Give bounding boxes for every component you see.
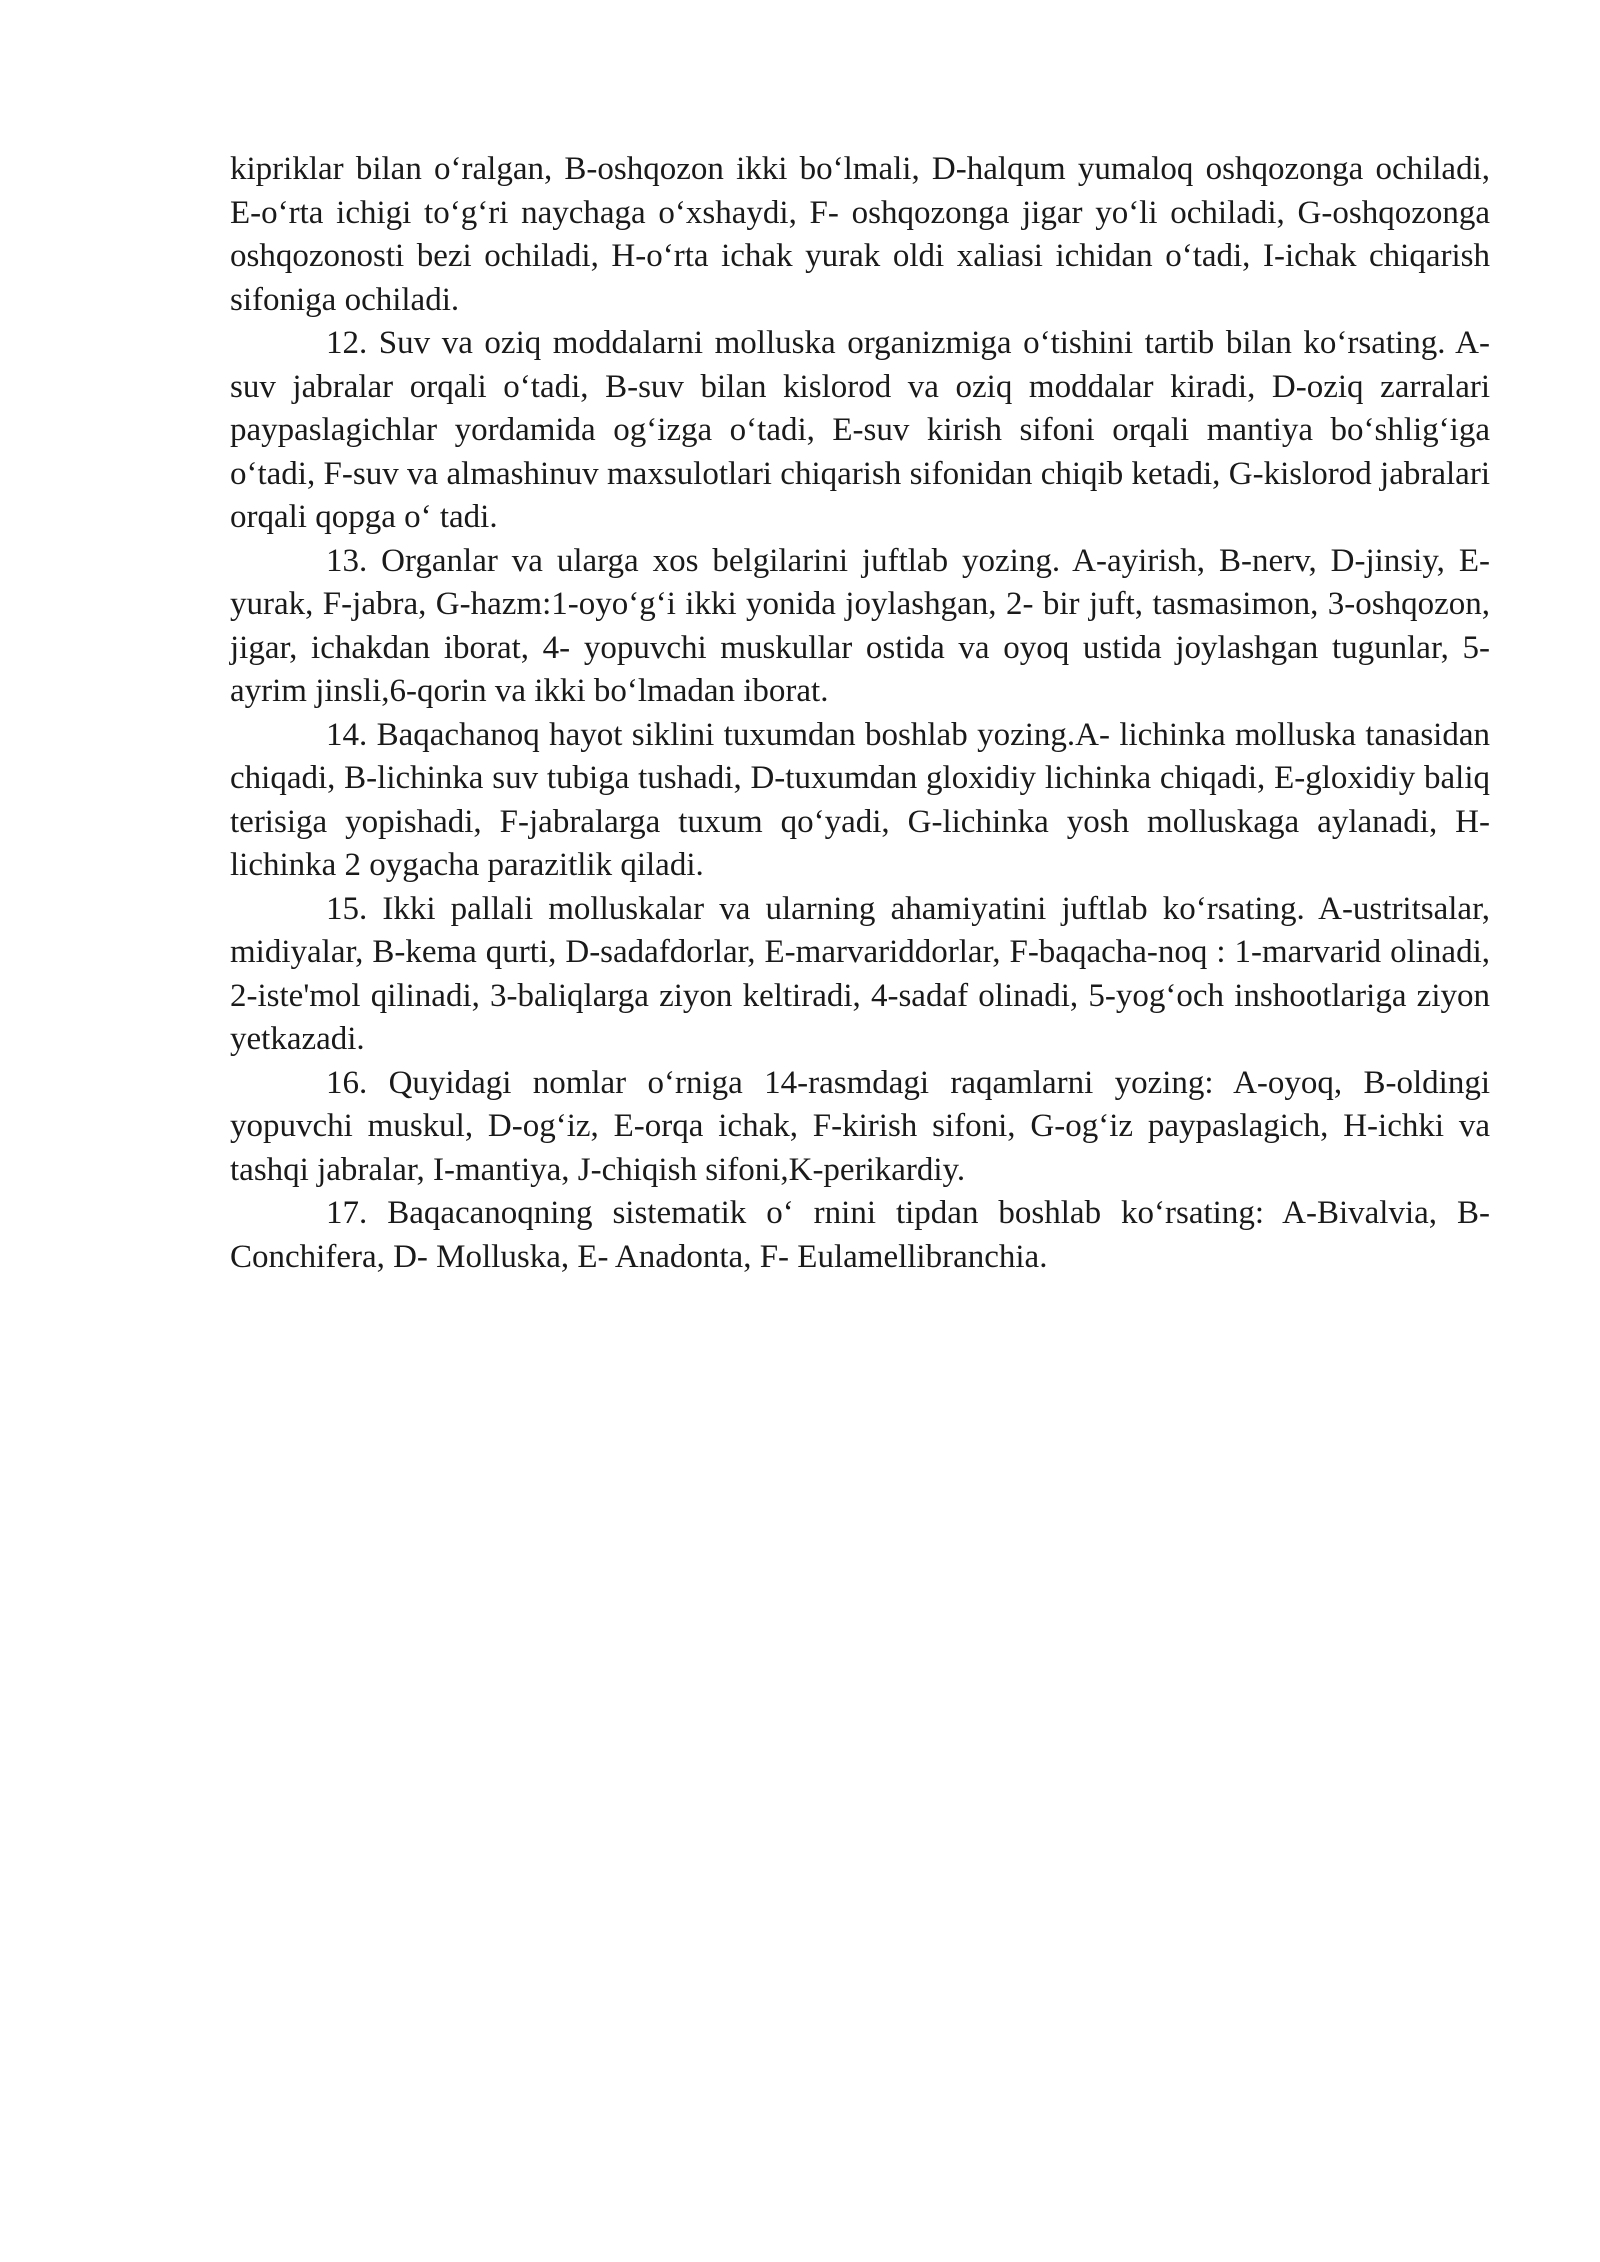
question-12: 12. Suv va oziq moddalarni molluska organizmiga o‘tishini tartib bilan ko‘rsating. A-suv jabralar orqali o‘tadi, B-suv bilan kislorod va oziq moddalar kiradi, D-oziq zarralari paypaslagichlar yordamida og‘izga o‘tadi, E-suv kirish sifoni orqali mantiya bo‘shlig‘iga o‘tadi, F-suv va almashinuv maxsulotlari chiqarish sifonidan chiqib ketadi, G-kislorod jabralari orqali qopga o‘ tadi. <box>230 325 1490 535</box>
question-14: 14. Baqachanoq hayot siklini tuxumdan boshlab yozing.A- lichinka molluska tanasidan chiqadi, B-lichinka suv tubiga tushadi, D-tuxumdan gloxidiy lichinka chiqadi, E-gloxidiy baliq terisiga yopishadi, F-jabralarga tuxum qo‘yadi, G-lichinka yosh molluskaga aylanadi, H- lichinka 2 oygacha parazitlik qiladi. <box>230 716 1490 883</box>
question-13: 13. Organlar va ularga xos belgilarini juftlab yozing. A-ayirish, B-nerv, D-jinsiy, E-yurak, F-jabra, G-hazm:1-oyo‘g‘i ikki yonida joylashgan, 2- bir juft, tasmasimon, 3-oshqozon, jigar, ichakdan iborat, 4- yopuvchi muskullar ostida va oyoq ustida joylashgan tugunlar, 5-ayrim jinsli,6-qorin va ikki bo‘lmadan iborat. <box>230 542 1490 709</box>
question-16: 16. Quyidagi nomlar o‘rniga 14-rasmdagi raqamlarni yozing: A-oyoq, B-oldingi yopuvchi muskul, D-og‘iz, E-orqa ichak, F-kirish sifoni, G-og‘iz paypaslagich, H-ichki va tashqi jabralar, I-mantiya, J-chiqish sifoni,K-perikardiy. <box>230 1064 1490 1188</box>
paragraph-continued: kipriklar bilan o‘ralgan, B-oshqozon ikki bo‘lmali, D-halqum yumaloq oshqozonga ochiladi, E-o‘rta ichigi to‘g‘ri naychaga o‘xshaydi, F- oshqozonga jigar yo‘li ochiladi, G-oshqozonga oshqozonosti bezi ochiladi, H-o‘rta ichak yurak oldi xaliasi ichidan o‘tadi, I-ichak chiqarish sifoniga ochiladi. <box>230 151 1490 318</box>
document-page <box>230 148 1490 1279</box>
question-15: 15. Ikki pallali molluskalar va ularning ahamiyatini juftlab ko‘rsating. A-ustritsalar, midiyalar, B-kema qurti, D-sadafdorlar, E-marvariddorlar, F-baqacha-noq : 1-marvarid olinadi, 2-iste'mol qilinadi, 3-baliqlarga ziyon keltiradi, 4-sadaf olinadi, 5-yog‘och inshootlariga ziyon yetkazadi. <box>230 890 1490 1057</box>
question-17: 17. Baqacanoqning sistematik o‘ rnini tipdan boshlab ko‘rsating: A-Bivalvia, B- Conchifera, D- Molluska, E- Anadonta, F- Eulamellibranchia. <box>230 1195 1490 1275</box>
